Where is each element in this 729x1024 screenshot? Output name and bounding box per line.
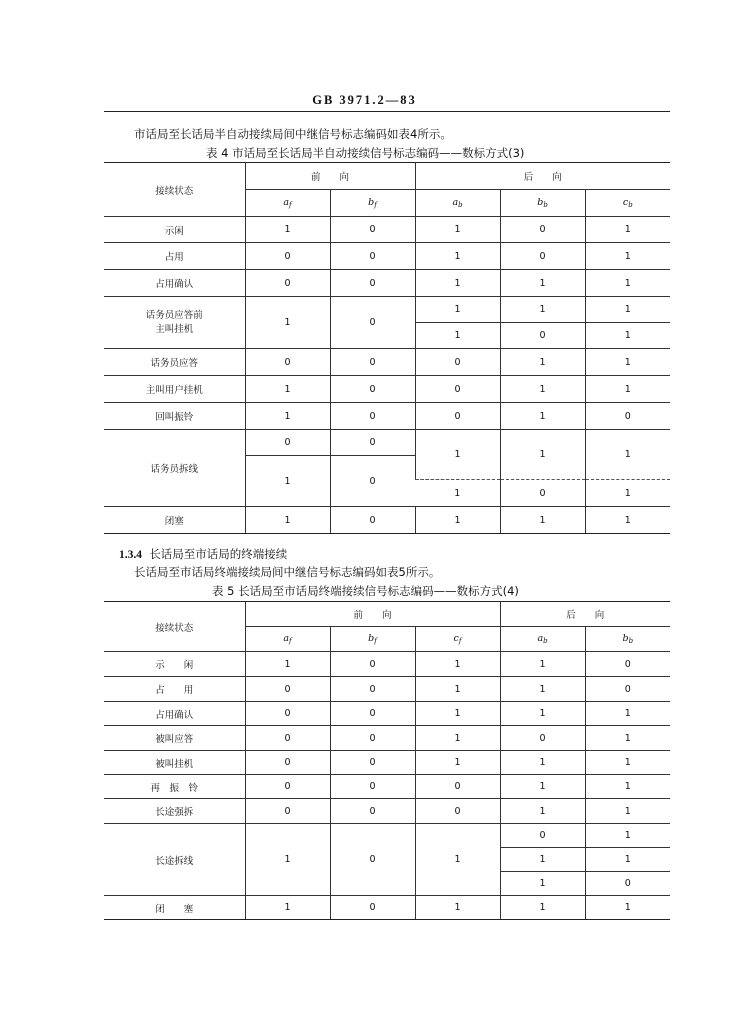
table-cell: 1	[500, 376, 585, 403]
row-label: 占用确认	[104, 270, 245, 297]
table-cell: 0	[245, 702, 330, 726]
table-cell: 0	[330, 349, 415, 376]
table-row	[104, 896, 670, 920]
table5-caption: 表 5 长话局至市话局终端接续信号标志编码——数标方式(4)	[212, 584, 519, 598]
table-cell: 0	[245, 775, 330, 799]
table-row	[104, 507, 670, 534]
table-cell: 1	[500, 848, 585, 872]
table-cell: 0	[330, 507, 415, 534]
table-cell: 0	[330, 726, 415, 751]
table-row	[104, 751, 670, 775]
table-cell: 1	[415, 824, 500, 896]
table-row: 话务员应答前 主叫挂机 1 0 1 1 1	[104, 297, 670, 323]
table-cell: 1	[585, 751, 670, 775]
table-cell: 0	[500, 323, 585, 349]
table4-intro: 市话局至长话局半自动接续局间中继信号标志编码如表4所示。	[134, 127, 452, 141]
table-cell: 0	[330, 297, 415, 349]
row-label: 话务员拆线	[104, 430, 245, 507]
table-cell: 0	[330, 896, 415, 920]
table4-col-header: $c_b$	[585, 190, 670, 217]
table-row	[104, 270, 670, 297]
table-cell: 1	[500, 507, 585, 534]
table-row	[104, 652, 670, 677]
table-cell: 1	[415, 430, 500, 480]
table-cell: 0	[500, 243, 585, 270]
row-label: 被叫挂机	[104, 751, 245, 775]
table-cell: 1	[585, 848, 670, 872]
table-cell: 1	[415, 323, 500, 349]
table-cell: 1	[585, 507, 670, 534]
table5-forward-header: 前 向	[245, 602, 500, 627]
table-cell: 0	[330, 677, 415, 702]
table-cell: 1	[415, 896, 500, 920]
table-cell: 0	[500, 480, 585, 507]
table5-col-header: $a_f$	[245, 627, 330, 652]
row-label: 示 闲	[104, 652, 245, 677]
table-cell: 0	[330, 824, 415, 896]
table-cell: 0	[245, 430, 330, 456]
table-cell: 1	[500, 349, 585, 376]
table-cell: 1	[585, 297, 670, 323]
table-cell: 0	[415, 403, 500, 430]
table-cell: 0	[330, 270, 415, 297]
row-label: 占 用	[104, 677, 245, 702]
row-label: 长途拆线	[104, 824, 245, 896]
table-cell: 1	[415, 726, 500, 751]
table-cell: 1	[585, 480, 670, 507]
table-cell: 0	[245, 270, 330, 297]
table-cell: 1	[500, 677, 585, 702]
table-cell: 0	[585, 677, 670, 702]
table-cell: 0	[415, 775, 500, 799]
table-cell: 0	[415, 799, 500, 824]
table-cell: 1	[415, 677, 500, 702]
row-label: 主叫用户挂机	[104, 376, 245, 403]
table-cell: 1	[500, 751, 585, 775]
row-label: 示闲	[104, 217, 245, 243]
table-cell: 1	[585, 217, 670, 243]
table-cell: 1	[585, 896, 670, 920]
table-4	[104, 162, 670, 534]
table-cell: 1	[585, 702, 670, 726]
table-row	[104, 824, 670, 848]
table-cell: 1	[245, 896, 330, 920]
table4-corner-header: 接续状态	[104, 163, 245, 217]
table-cell: 1	[585, 775, 670, 799]
table-row	[104, 677, 670, 702]
table-cell: 1	[245, 507, 330, 534]
table-cell: 1	[415, 243, 500, 270]
table-cell: 1	[245, 297, 330, 349]
row-label: 长途强拆	[104, 799, 245, 824]
table-cell: 0	[245, 799, 330, 824]
table4-backward-header: 后 向	[415, 163, 670, 190]
table-cell: 1	[415, 297, 500, 323]
row-label: 话务员应答	[104, 349, 245, 376]
table4-forward-header: 前 向	[245, 163, 415, 190]
table-cell: 1	[500, 297, 585, 323]
table-row	[104, 726, 670, 751]
table-cell: 1	[585, 430, 670, 480]
table-cell: 1	[500, 896, 585, 920]
row-label: 闭 塞	[104, 896, 245, 920]
table-cell: 1	[415, 702, 500, 726]
table-cell: 0	[245, 349, 330, 376]
table-cell: 0	[415, 376, 500, 403]
table-row	[104, 217, 670, 243]
table-cell: 0	[245, 726, 330, 751]
row-label: 闭塞	[104, 507, 245, 534]
table-row	[104, 403, 670, 430]
table-cell: 1	[500, 775, 585, 799]
table-cell: 0	[500, 217, 585, 243]
table-cell: 0	[330, 217, 415, 243]
table-cell: 1	[585, 799, 670, 824]
table-cell: 0	[330, 243, 415, 270]
table-cell: 1	[500, 270, 585, 297]
table-cell: 1	[585, 726, 670, 751]
table-cell: 0	[585, 403, 670, 430]
header-rule	[104, 111, 670, 112]
table-cell: 1	[500, 652, 585, 677]
table-cell: 1	[585, 270, 670, 297]
row-label: 再 振 铃	[104, 775, 245, 799]
table-cell: 0	[330, 376, 415, 403]
table-cell: 0	[330, 403, 415, 430]
table-cell: 1	[585, 323, 670, 349]
table-cell: 0	[500, 726, 585, 751]
table5-col-header: $b_b$	[585, 627, 670, 652]
table5-col-header: $a_b$	[500, 627, 585, 652]
table-cell: 1	[415, 507, 500, 534]
table-cell: 0	[330, 702, 415, 726]
table-row	[104, 702, 670, 726]
table-cell: 1	[245, 652, 330, 677]
row-label: 占用确认	[104, 702, 245, 726]
table-cell: 1	[245, 824, 330, 896]
table4-col-header: $b_f$	[330, 190, 415, 217]
table5-backward-header: 后 向	[500, 602, 670, 627]
table-cell: 0	[330, 751, 415, 775]
table-cell: 0	[500, 824, 585, 848]
table-cell: 1	[585, 243, 670, 270]
table-row	[104, 349, 670, 376]
row-label: 占用	[104, 243, 245, 270]
table-cell: 1	[500, 403, 585, 430]
table-row	[104, 799, 670, 824]
table5-col-header: $c_f$	[415, 627, 500, 652]
table-row	[104, 376, 670, 403]
table-cell: 1	[500, 702, 585, 726]
table-cell: 1	[245, 217, 330, 243]
table-cell: 0	[330, 430, 415, 456]
table5-col-header: $b_f$	[330, 627, 415, 652]
table-cell: 0	[245, 751, 330, 775]
table-cell: 1	[500, 430, 585, 480]
table-cell: 0	[330, 799, 415, 824]
table4-col-header: $a_f$	[245, 190, 330, 217]
table-cell: 0	[330, 775, 415, 799]
table-cell: 1	[415, 480, 500, 507]
standard-number: GB 3971.2—83	[312, 93, 417, 107]
table-cell: 0	[585, 652, 670, 677]
section-heading: 1.3.4 长话局至市话局的终端接续	[119, 547, 288, 561]
table-5	[104, 601, 670, 920]
table-row	[104, 430, 670, 456]
table-cell: 1	[500, 799, 585, 824]
table-row	[104, 775, 670, 799]
table4-col-header: $a_b$	[415, 190, 500, 217]
table-cell: 1	[585, 349, 670, 376]
row-label: 回叫振铃	[104, 403, 245, 430]
table-cell: 0	[245, 677, 330, 702]
table-cell: 1	[415, 270, 500, 297]
table-cell: 1	[585, 824, 670, 848]
row-label: 被叫应答	[104, 726, 245, 751]
table-row	[104, 243, 670, 270]
table-cell: 1	[245, 456, 330, 507]
table5-intro: 长话局至市话局终端接续局间中继信号标志编码如表5所示。	[134, 565, 441, 579]
table-cell: 0	[330, 456, 415, 507]
table4-col-header: $b_b$	[500, 190, 585, 217]
table-cell: 0	[415, 349, 500, 376]
table-cell: 0	[585, 872, 670, 896]
table-cell: 0	[245, 243, 330, 270]
table4-caption: 表 4 市话局至长话局半自动接续信号标志编码——数标方式(3)	[206, 146, 525, 160]
table-cell: 1	[415, 751, 500, 775]
table-cell: 1	[415, 652, 500, 677]
table-cell: 1	[585, 376, 670, 403]
table-cell: 1	[245, 403, 330, 430]
table-cell: 1	[500, 872, 585, 896]
table-cell: 1	[415, 217, 500, 243]
table5-corner-header: 接续状态	[104, 602, 245, 652]
table-cell: 1	[245, 376, 330, 403]
table-cell: 0	[330, 652, 415, 677]
